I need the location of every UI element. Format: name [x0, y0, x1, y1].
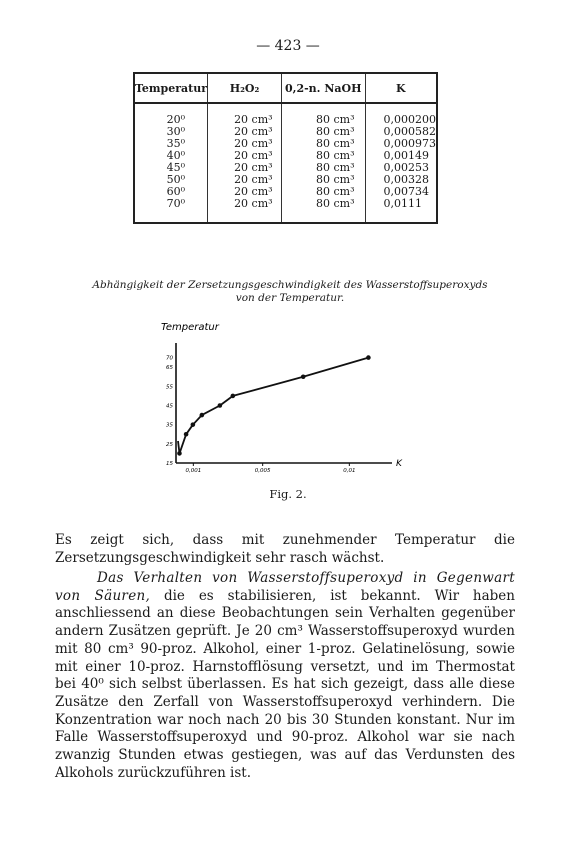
cell-h2o2: 20 cm³	[208, 174, 282, 186]
cell-naoh: 80 cm³	[281, 126, 365, 138]
x-tick-label: 0,01	[343, 468, 356, 474]
data-point	[200, 413, 205, 418]
header-naoh: 0,2-n. NaOH	[281, 73, 365, 103]
paragraph-2-italic-lead: Das Verhalten von Wasserstoffsuperoxyd in Gegenwart von Säuren,	[55, 570, 515, 604]
cell-h2o2: 20 cm³	[208, 162, 282, 174]
cell-naoh: 80 cm³	[281, 186, 365, 198]
cell-temperatur: 35⁰	[166, 137, 186, 150]
paragraph-2	[55, 570, 515, 782]
cell-naoh: 80 cm³	[281, 162, 365, 174]
data-point	[218, 403, 223, 408]
y-tick-label: 45	[166, 403, 173, 410]
cell-h2o2: 20 cm³	[208, 114, 282, 126]
figure-label: Fig. 2.	[269, 487, 307, 501]
cell-naoh: 80 cm³	[281, 114, 365, 126]
cell-naoh: 80 cm³	[281, 150, 365, 162]
cell-k: 0,00149	[365, 150, 437, 162]
cell-temperatur: 45⁰	[166, 161, 186, 174]
data-point	[184, 432, 189, 437]
caption-line-1: Abhängigkeit der Zersetzungsgeschwindigkeit des Wasserstoffsuperoxyds	[92, 279, 488, 291]
series-line	[178, 358, 368, 454]
cell-k: 0,00253	[365, 162, 437, 174]
cell-temperatur: 60⁰	[166, 185, 186, 198]
y-tick-label: 25	[166, 441, 173, 448]
data-point	[191, 422, 196, 427]
data-point	[366, 355, 371, 360]
cell-temperatur: 40⁰	[166, 149, 186, 162]
cell-naoh: 80 cm³	[281, 198, 365, 210]
spacer-cell	[365, 210, 437, 223]
cell-h2o2: 20 cm³	[208, 138, 282, 150]
x-axis-label: K	[396, 459, 402, 469]
cell-h2o2: 20 cm³	[208, 150, 282, 162]
cell-h2o2: 20 cm³	[208, 126, 282, 138]
spacer-cell	[281, 210, 365, 223]
cell-naoh: 80 cm³	[281, 174, 365, 186]
table-spacer	[134, 210, 437, 223]
table-row	[134, 198, 437, 210]
spacer-cell	[134, 210, 208, 223]
cell-temperatur: 20⁰	[166, 113, 186, 126]
caption-line-2: von der Temperatur.	[235, 292, 345, 304]
cell-naoh: 80 cm³	[281, 138, 365, 150]
cell-k: 0,000973	[365, 138, 437, 150]
header-temperatur: Temperatur	[134, 73, 208, 103]
cell-k: 0,000200	[365, 114, 437, 126]
y-tick-label: 55	[166, 384, 173, 391]
table-body	[134, 103, 437, 223]
data-table	[133, 72, 438, 224]
cell-k: 0,00734	[365, 186, 437, 198]
y-axis-label: Temperatur	[161, 322, 219, 333]
data-point	[231, 394, 236, 399]
cell-h2o2: 20 cm³	[208, 198, 282, 210]
cell-temperatur: 70⁰	[166, 197, 186, 210]
page-number: — 423 —	[256, 38, 320, 54]
data-point	[301, 374, 306, 379]
cell-k: 0,00328	[365, 174, 437, 186]
x-tick-label: 0,005	[254, 468, 271, 474]
header-k: K	[365, 73, 437, 103]
figure-caption	[80, 279, 500, 305]
x-tick-label: 0,001	[185, 468, 202, 474]
y-tick-label: 65	[166, 365, 173, 372]
cell-k: 0,000582	[365, 126, 437, 138]
cell-temperatur: 50⁰	[166, 173, 186, 186]
y-tick-label: 15	[166, 461, 173, 467]
cell-temperatur: 30⁰	[166, 125, 186, 138]
paragraph-2-body: die es stabilisieren, ist bekannt. Wir haben anschliessend an diese Beobachtungen sein Verhalten gegenüber andern Zusätzen geprüft. Je 20 cm³ Wasserstoffsuperoxyd wurden mit 80 cm³ 90-proz. Alkohol, einer 1-proz. Gelatinelösung, sowie mit einer 10-proz. Harnstofflösung versetzt, und im Thermostat bei 40⁰ sich selbst überlassen. Es hat sich gezeigt, dass alle diese Zusätze den Zerfall von Wasserstoffsuperoxyd verhindern. Die Konzentration war noch nach 20 bis 30 Stunden konstant. Nur im Falle Wasserstoffsuperoxyd und 90-proz. Alkohol war sie nach zwanzig Stunden etwas gestiegen, was auf das Verdunsten des Alkohols zurückzuführen ist.	[55, 587, 515, 781]
y-tick-label: 70	[166, 355, 173, 362]
cell-h2o2: 20 cm³	[208, 186, 282, 198]
cell-k: 0,0111	[365, 198, 437, 210]
paragraph-1: Es zeigt sich, dass mit zunehmender Temperatur die Zersetzungsgeschwindigkeit sehr rasch wächst.	[55, 532, 515, 566]
data-point	[177, 451, 182, 456]
header-h2o2: H₂O₂	[208, 73, 282, 103]
y-tick-label: 35	[166, 422, 173, 429]
spacer-cell	[208, 210, 282, 223]
table-header-row	[134, 73, 437, 103]
